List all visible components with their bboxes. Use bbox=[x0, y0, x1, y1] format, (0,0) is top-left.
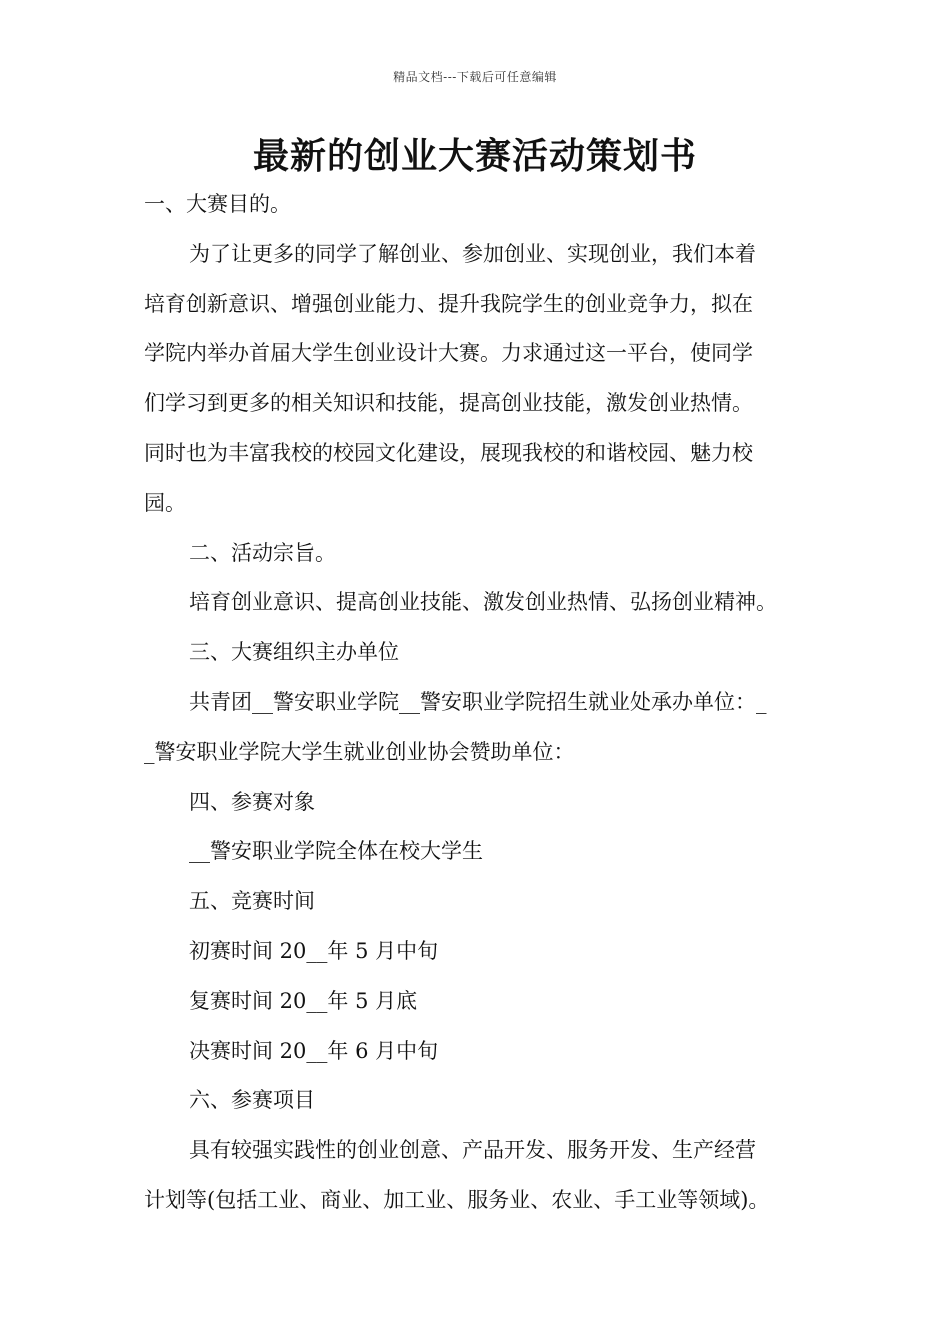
text-line: 共青团__警安职业学院__警安职业学院招生就业处承办单位：_ bbox=[189, 689, 767, 714]
header-note: 精品文档---下载后可任意编辑 bbox=[393, 70, 557, 84]
text-line: 学院内举办首届大学生创业设计大赛。力求通过这一平台，使同学 bbox=[144, 341, 753, 366]
text-line: _警安职业学院大学生就业创业协会赞助单位： bbox=[144, 739, 575, 764]
document-body bbox=[144, 180, 808, 1226]
text-line: 二、活动宗旨。 bbox=[189, 540, 336, 565]
text-line: 六、参赛项目 bbox=[189, 1088, 315, 1113]
text-line: 园。 bbox=[144, 490, 186, 515]
text-line: __警安职业学院全体在校大学生 bbox=[189, 839, 483, 864]
text-line: 同时也为丰富我校的校园文化建设，展现我校的和谐校园、魅力校 bbox=[144, 440, 753, 465]
text-line: 复赛时间 20__年 5 月底 bbox=[189, 988, 418, 1013]
text-line: 培育创业意识、提高创业技能、激发创业热情、弘扬创业精神。 bbox=[189, 590, 777, 615]
text-line: 具有较强实践性的创业创意、产品开发、服务开发、生产经营 bbox=[189, 1138, 756, 1163]
text-line: 五、竞赛时间 bbox=[189, 889, 315, 914]
text-line: 一、大赛目的。 bbox=[144, 192, 291, 216]
text-line: 为了让更多的同学了解创业、参加创业、实现创业，我们本着 bbox=[189, 241, 756, 266]
text-line: 培育创新意识、增强创业能力、提升我院学生的创业竞争力，拟在 bbox=[144, 291, 753, 316]
text-line: 决赛时间 20__年 6 月中旬 bbox=[189, 1038, 439, 1063]
text-line: 三、大赛组织主办单位 bbox=[189, 640, 399, 665]
text-line: 计划等(包括工业、商业、加工业、服务业、农业、手工业等领域)。 bbox=[144, 1187, 770, 1212]
text-line: 们学习到更多的相关知识和技能，提高创业技能，激发创业热情。 bbox=[144, 391, 753, 416]
text-line: 四、参赛对象 bbox=[189, 789, 315, 814]
text-line: 初赛时间 20__年 5 月中旬 bbox=[189, 938, 439, 963]
page-title: 最新的创业大赛活动策划书 bbox=[252, 135, 697, 177]
